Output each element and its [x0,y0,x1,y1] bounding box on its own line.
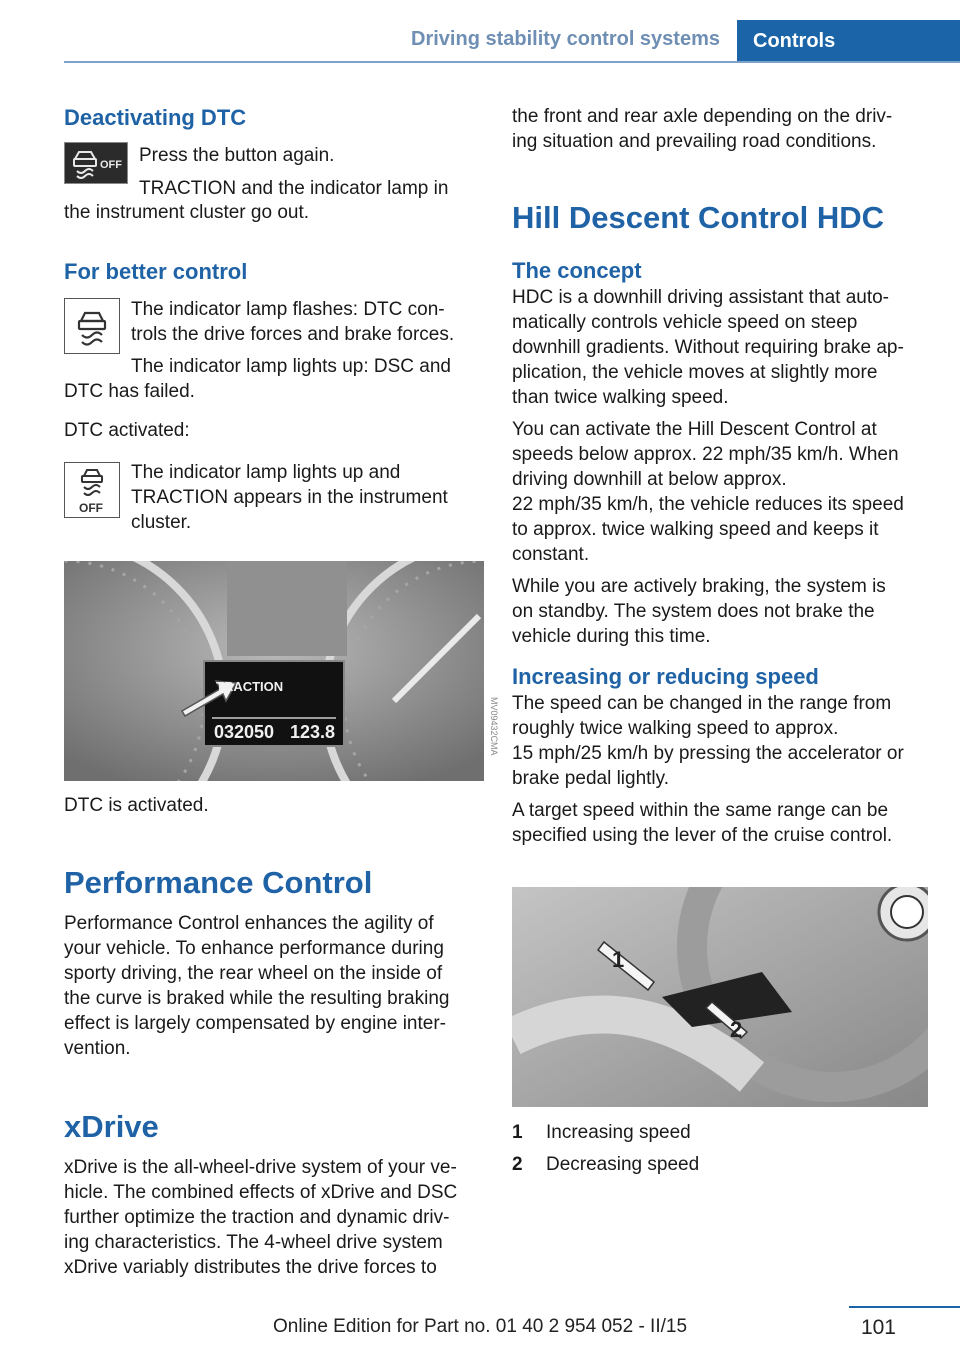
concept-line: than twice walking speed. [512,387,729,408]
intro-line: ing situation and prevailing road conditions. [512,131,877,152]
activate-line: driving downhill at below approx. [512,469,787,490]
legend-item [512,1120,932,1145]
target-line: A target speed within the same range can be [512,800,889,821]
deactivating-text-1: Press the button again. [139,145,335,166]
footer-edition: Online Edition for Part no. 01 40 2 954 052 - II/15 [272,1316,688,1337]
cluster-trip: 123.8 [290,722,336,742]
better-text-1a: The indicator lamp flashes: DTC con‐ [131,299,445,320]
xdrive-line: ing characteristics. The 4-wheel drive system [64,1232,443,1253]
dtc-text-1a: The indicator lamp lights up and [131,462,401,483]
perf-line: sporty driving, the rear wheel on the inside of [64,963,443,984]
svg-text:OFF: OFF [100,159,122,171]
left-column [64,104,484,132]
speed-line: roughly twice walking speed to approx. [512,718,839,739]
legend-number: 1 [512,1122,523,1143]
svg-text:2: 2 [730,1017,743,1042]
speed-line: brake pedal lightly. [512,768,670,789]
cluster-traction-text: TRACTION [216,679,284,694]
page-number: 101 [860,1316,896,1339]
header-tab-controls: Controls [737,20,960,63]
heading-performance-control: Performance Control [64,865,373,900]
better-text-2a: The indicator lamp lights up: DSC and [131,356,451,377]
right-column [512,104,932,154]
better-text-1b: trols the drive forces and brake forces. [131,324,455,345]
header-section-title: Driving stability control systems [411,28,720,50]
dtc-text-1c: cluster. [131,512,192,533]
heading-better-control: For better control [64,259,248,284]
activate-line: speeds below approx. 22 mph/35 km/h. When [512,444,899,465]
activate-line: constant. [512,544,590,565]
better-text-2b: DTC has failed. [64,381,195,402]
activate-line: 22 mph/35 km/h, the vehicle reduces its speed [512,494,904,515]
deactivating-text-2b: the instrument cluster go out. [64,202,310,223]
heading-increasing-reducing-speed: Increasing or reducing speed [512,664,819,689]
concept-line: matically controls vehicle speed on steep [512,312,858,333]
instrument-cluster-photo [64,561,484,781]
header-rule [64,61,960,63]
perf-line: vention. [64,1038,131,1059]
heading-deactivating-dtc: Deactivating DTC [64,105,247,130]
legend [512,1120,932,1177]
footer-rule [849,1306,960,1308]
heading-xdrive: xDrive [64,1109,159,1144]
concept-line: HDC is a downhill driving assistant that auto‐ [512,287,890,308]
cruise-control-lever-photo [512,887,928,1107]
heading-hill-descent-control: Hill Descent Control HDC [512,200,885,235]
photo-code: MV09432CMA [489,697,499,756]
heading-the-concept: The concept [512,258,642,283]
activate-line: to approx. twice walking speed and keeps it [512,519,879,540]
deactivating-text-2a: TRACTION and the indicator lamp in [139,178,449,199]
intro-line: the front and rear axle depending on the driv‐ [512,106,893,127]
concept-line: downhill gradients. Without requiring brake ap‐ [512,337,904,358]
concept-line: plication, the vehicle moves at slightly more [512,362,878,383]
dtc-activated-label: DTC activated: [64,420,190,441]
xdrive-line: xDrive variably distributes the drive forces to [64,1257,437,1278]
standby-line: vehicle during this time. [512,626,711,647]
standby-line: on standby. The system does not brake the [512,601,875,622]
standby-line: While you are actively braking, the system is [512,576,886,597]
perf-line: effect is largely compensated by engine inter‐ [64,1013,446,1034]
legend-text: Decreasing speed [546,1154,700,1175]
svg-text:1: 1 [612,947,625,972]
photo-caption: DTC is activated. [64,795,209,816]
legend-item [512,1152,932,1177]
target-line: specified using the lever of the cruise control. [512,825,893,846]
xdrive-line: hicle. The combined effects of xDrive and DSC [64,1182,458,1203]
cluster-odometer: 032050 [214,722,275,742]
speed-line: 15 mph/25 km/h by pressing the accelerator or [512,743,904,764]
perf-line: Performance Control enhances the agility of [64,913,434,934]
perf-line: the curve is braked while the resulting braking [64,988,450,1009]
dtc-text-1b: TRACTION appears in the instrument [131,487,448,508]
dtc-off-button-icon [64,142,128,184]
activate-line: You can activate the Hill Descent Control at [512,419,877,440]
xdrive-line: further optimize the traction and dynamic driv‐ [64,1207,450,1228]
dtc-off-lamp-icon [64,462,120,518]
xdrive-line: xDrive is the all-wheel-drive system of your ve‐ [64,1157,457,1178]
traction-warning-lamp-icon [64,298,120,354]
svg-text:OFF: OFF [79,501,103,515]
legend-number: 2 [512,1154,523,1175]
speed-line: The speed can be changed in the range from [512,693,892,714]
legend-text: Increasing speed [546,1122,691,1143]
perf-line: your vehicle. To enhance performance during [64,938,444,959]
